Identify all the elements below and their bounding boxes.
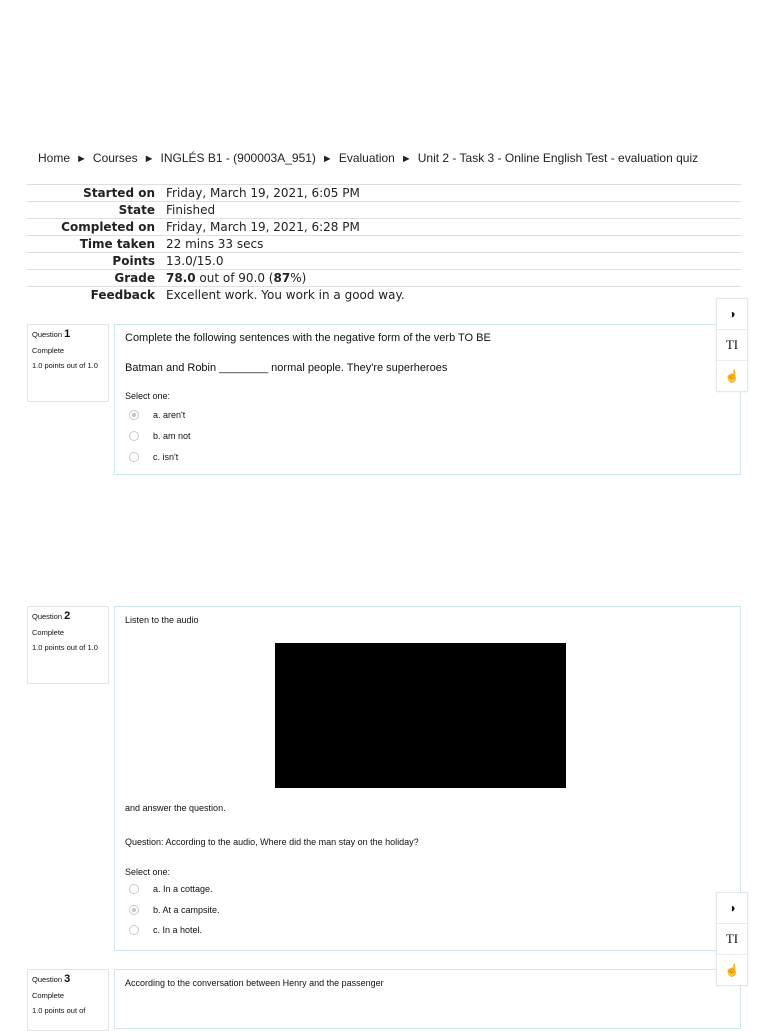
answer-option-label: a. aren't: [153, 410, 186, 420]
hand-pointer-icon[interactable]: ☝: [724, 369, 740, 383]
summary-row: [27, 253, 741, 270]
question-label: Question: [32, 612, 63, 621]
radio-button[interactable]: [129, 905, 139, 915]
answer-option-label: a. In a cottage.: [153, 884, 213, 894]
question-label: Question: [32, 330, 63, 339]
question-info-1: [27, 324, 109, 402]
radio-button[interactable]: [129, 452, 139, 462]
answer-option[interactable]: [129, 905, 220, 915]
question-text: Complete the following sentences with the negative form of the verb TO BE: [125, 332, 491, 344]
breadcrumb: [38, 151, 758, 165]
summary-row: [27, 202, 741, 219]
summary-label: Points: [27, 253, 166, 270]
summary-row: [27, 185, 741, 202]
radio-button[interactable]: [129, 431, 139, 441]
quiz-summary-table: [27, 184, 741, 303]
summary-value: 13.0/15.0: [166, 253, 741, 270]
radio-button[interactable]: [129, 925, 139, 935]
grade-score: 78.0: [166, 271, 196, 285]
answer-option-label: c. In a hotel.: [153, 925, 203, 935]
question-number: 3: [64, 973, 71, 985]
summary-value: Excellent work. You work in a good way.: [166, 287, 741, 304]
summary-row: [27, 270, 741, 287]
answer-option-label: b. am not: [153, 431, 191, 441]
grade-percent: 87: [273, 271, 291, 285]
question-points: 1.0 points out of 1.0: [32, 361, 98, 370]
breadcrumb-evaluation[interactable]: Evaluation: [338, 151, 395, 165]
question-number: 2: [64, 610, 71, 622]
breadcrumb-separator: ►: [400, 153, 412, 165]
select-one-label: Select one:: [125, 867, 171, 877]
breadcrumb-courses[interactable]: Courses: [92, 151, 138, 165]
question-status: Complete: [32, 346, 65, 355]
answer-option[interactable]: [129, 925, 202, 935]
summary-row: [27, 219, 741, 236]
summary-row: [27, 287, 741, 304]
grade-value: [166, 270, 741, 287]
summary-label: Feedback: [27, 287, 166, 304]
summary-value: Finished: [166, 202, 741, 219]
question-label: Question: [32, 975, 63, 984]
grade-percent-suffix: %): [290, 271, 307, 285]
question-status: Complete: [32, 628, 65, 637]
breadcrumb-separator: ►: [321, 153, 333, 165]
summary-label: Started on: [27, 185, 166, 202]
question-number: 1: [64, 328, 71, 340]
breadcrumb-separator: ►: [143, 153, 155, 165]
answer-option[interactable]: [129, 431, 191, 441]
summary-label: Time taken: [27, 236, 166, 253]
summary-label: Completed on: [27, 219, 166, 236]
question-content-1: [114, 324, 741, 475]
question-info-3: [27, 969, 109, 1031]
radio-button[interactable]: [129, 884, 139, 894]
grade-out-of: out of 90.0 (: [195, 271, 274, 285]
radio-button[interactable]: [129, 410, 139, 420]
summary-label: Grade: [27, 270, 166, 287]
accessibility-toolbar: [716, 298, 748, 392]
question-points: 1.0 points out of 1.0: [32, 643, 98, 652]
question-after: and answer the question.: [125, 803, 226, 813]
answer-option[interactable]: [129, 884, 213, 894]
breadcrumb-separator: ►: [76, 153, 87, 165]
audio-video-player[interactable]: [275, 643, 566, 788]
question-status: Complete: [32, 991, 65, 1000]
breadcrumb-course[interactable]: INGLÉS B1 - (900003A_951): [160, 151, 316, 165]
question-points: 1.0 points out of: [32, 1006, 86, 1015]
question-info-2: [27, 606, 109, 684]
select-one-label: Select one:: [125, 391, 171, 401]
text-size-icon[interactable]: TI: [717, 924, 747, 955]
summary-value: Friday, March 19, 2021, 6:05 PM: [166, 185, 741, 202]
summary-row: [27, 236, 741, 253]
answer-option-label: b. At a campsite.: [153, 905, 220, 915]
breadcrumb-quiz[interactable]: Unit 2 - Task 3 - Online English Test - evaluation quiz: [417, 151, 699, 165]
answer-option[interactable]: [129, 410, 185, 420]
breadcrumb-home[interactable]: Home: [38, 151, 71, 165]
question-intro: Listen to the audio: [125, 615, 199, 625]
question-content-3: [114, 969, 741, 1029]
question-text: Question: According to the audio, Where did the man stay on the holiday?: [125, 837, 419, 847]
answer-option[interactable]: [129, 452, 178, 462]
accessibility-toolbar: [716, 892, 748, 986]
answer-option-label: c. isn't: [153, 452, 179, 462]
question-content-2: [114, 606, 741, 951]
summary-value: Friday, March 19, 2021, 6:28 PM: [166, 219, 741, 236]
contrast-icon[interactable]: ◑: [717, 299, 747, 330]
hand-pointer-icon[interactable]: ☝: [724, 963, 740, 977]
question-sentence: Batman and Robin ________ normal people. They're superheroes: [125, 362, 448, 374]
contrast-icon[interactable]: ◑: [717, 893, 747, 924]
question-intro: According to the conversation between Henry and the passenger: [125, 978, 384, 988]
text-size-icon[interactable]: TI: [717, 330, 747, 361]
summary-label: State: [27, 202, 166, 219]
summary-value: 22 mins 33 secs: [166, 236, 741, 253]
